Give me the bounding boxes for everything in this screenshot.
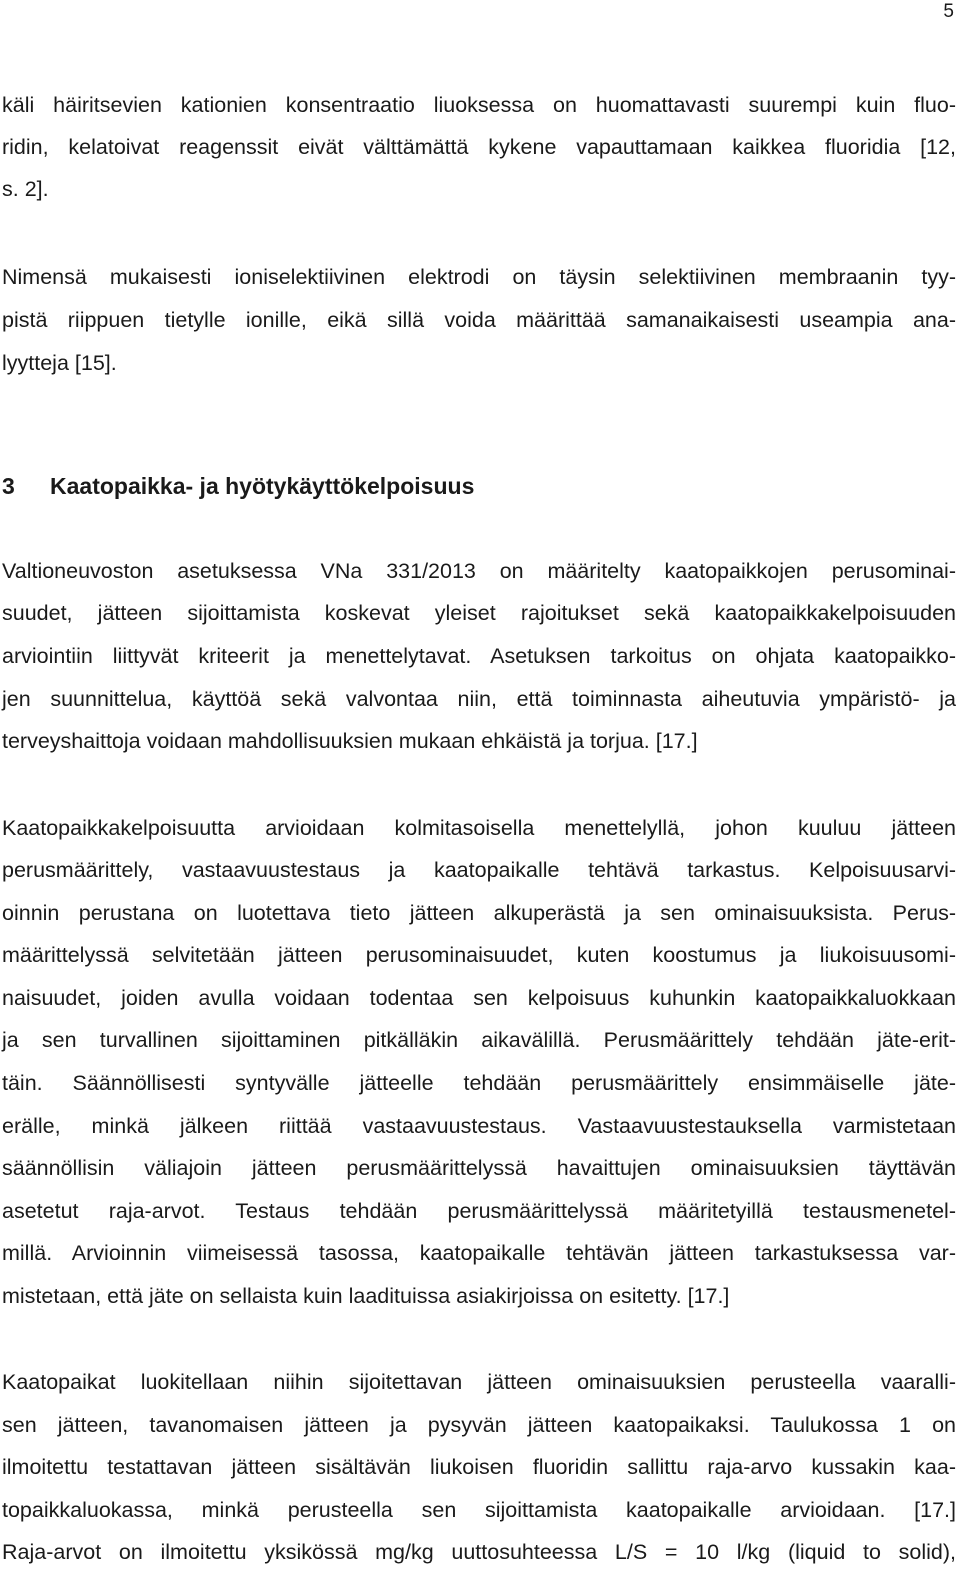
text-line: määrittelyssä selvitetään jätteen perusominaisuudet, kuten koostumus ja liukoisuusomi-	[2, 943, 956, 967]
text-line: erälle, minkä jälkeen riittää vastaavuustestaus. Vastaavuustestauksella varmistetaan	[2, 1114, 956, 1138]
text-line: lyytteja [15].	[2, 351, 117, 375]
text-line: Raja-arvot on ilmoitettu yksikössä mg/kg uuttosuhteessa L/S = 10 l/kg (liquid to solid),	[2, 1540, 956, 1564]
text-line: Kaatopaikkakelpoisuutta arvioidaan kolmitasoisella menettelyllä, johon kuuluu jätteen	[2, 816, 956, 840]
text-line: jen suunnittelua, käyttöä sekä valvontaa niin, että toiminnasta aiheutuvia ympäristö- ja	[2, 687, 956, 711]
text-line: ilmoitettu testattavan jätteen sisältävän liukoisen fluoridin sallittu raja-arvo kussakin kaa-	[2, 1455, 956, 1479]
text-line: oinnin perustana on luotettava tieto jätteen alkuperästä ja sen ominaisuuksista. Perus-	[2, 901, 956, 925]
page-number: 5	[943, 1, 954, 22]
text-line: mistetaan, että jäte on sellaista kuin laadituissa asiakirjoissa on esitetty. [17.]	[2, 1284, 730, 1308]
text-line: pistä riippuen tietylle ionille, eikä sillä voida määrittää samanaikaisesti useampia ana-	[2, 308, 956, 332]
text-line: topaikkaluokassa, minkä perusteella sen sijoittamista kaatopaikalle arvioidaan. [17.]	[2, 1498, 956, 1522]
text-line: säännöllisin väliajoin jätteen perusmäärittelyssä havaittujen ominaisuuksien täyttävän	[2, 1156, 956, 1180]
text-line: arviointiin liittyvät kriteerit ja menettelytavat. Asetuksen tarkoitus on ohjata kaatopaikko-	[2, 644, 956, 668]
text-line: käli häiritsevien kationien konsentraatio liuoksessa on huomattavasti suurempi kuin fluo-	[2, 93, 956, 117]
text-line: terveyshaittoja voidaan mahdollisuuksien mukaan ehkäistä ja torjua. [17.]	[2, 729, 698, 753]
text-line: naisuudet, joiden avulla voidaan todentaa sen kelpoisuus kuhunkin kaatopaikkaluokkaan	[2, 986, 956, 1010]
text-line: Nimensä mukaisesti ioniselektiivinen elektrodi on täysin selektiivinen membraanin tyy-	[2, 265, 956, 289]
section-title: Kaatopaikka- ja hyötykäyttökelpoisuus	[50, 473, 475, 499]
text-line: perusmäärittely, vastaavuustestaus ja kaatopaikalle tehtävä tarkastus. Kelpoisuusarvi-	[2, 858, 956, 882]
text-line: Kaatopaikat luokitellaan niihin sijoitettavan jätteen ominaisuuksien perusteella vaaralli-	[2, 1370, 956, 1394]
section-number: 3	[2, 473, 15, 499]
text-line: Valtioneuvoston asetuksessa VNa 331/2013 on määritelty kaatopaikkojen perusominai-	[2, 559, 956, 583]
text-line: s. 2].	[2, 177, 49, 201]
text-line: sen jätteen, tavanomaisen jätteen ja pysyvän jätteen kaatopaikaksi. Taulukossa 1 on	[2, 1413, 956, 1437]
text-line: ridin, kelatoivat reagenssit eivät välttämättä kykene vapauttamaan kaikkea fluoridia [12,	[2, 135, 956, 159]
text-line: asetetut raja-arvot. Testaus tehdään perusmäärittelyssä määritetyillä testausmenetel-	[2, 1199, 956, 1223]
text-line: millä. Arvioinnin viimeisessä tasossa, kaatopaikalle tehtävän jätteen tarkastuksessa var-	[2, 1241, 956, 1265]
section-heading	[2, 472, 474, 500]
text-line: täin. Säännöllisesti syntyvälle jätteelle tehdään perusmäärittely ensimmäiselle jäte-	[2, 1071, 956, 1095]
text-line: ja sen turvallinen sijoittaminen pitkälläkin aikavälillä. Perusmäärittely tehdään jäte-erit-	[2, 1028, 956, 1052]
text-line: suudet, jätteen sijoittamista koskevat yleiset rajoitukset sekä kaatopaikkakelpoisuuden	[2, 601, 956, 625]
